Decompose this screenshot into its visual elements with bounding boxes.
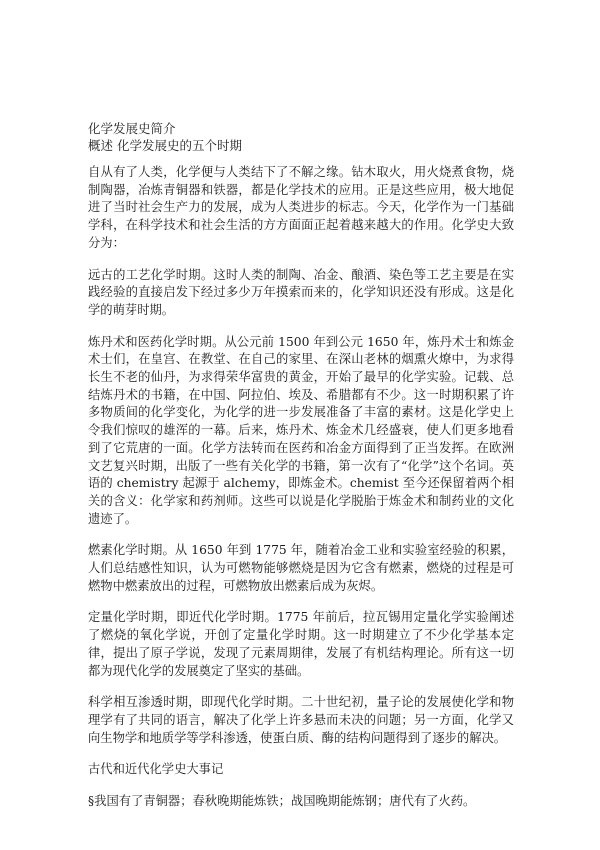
document-title: 化学发展史简介 [88, 121, 176, 136]
section-heading-chronicle: 古代和近代化学史大事记 [88, 762, 224, 777]
paragraph-intro: 自从有了人类，化学便与人类结下了不解之缘。钻木取火，用火烧煮食物，烧制陶器，冶炼青铜器和铁器，都是化学技术的应用。正是这些应用，极大地促进了当时社会生产力的发展，成为人类进步的标志。今天，化学作为一门基础学科，在科学技术和社会生活的方方面面正起着越来越大的作用。化学史大致分为： [88, 165, 514, 250]
paragraph-alchemy-period: 炼丹术和医药化学时期。从公元前 1500 年到公元 1650 年，炼丹术士和炼金术士们，在皇宫、在教堂、在自己的家里、在深山老林的烟熏火燎中，为求得长生不老的仙丹，为求得荣华富贵的黄金，开始了最早的化学实验。记载、总结炼丹术的书籍，在中国、阿拉伯、埃及、希腊都有不少。这一时期积累了许多物质间的化学变化，为化学的进一步发展准备了丰富的素材。这是化学史上令我们惊叹的雄浑的一幕。后来，炼丹术、炼金术几经盛衰，使人们更多地看到了它荒唐的一面。化学方法转而在医药和冶金方面得到了正当发挥。在欧洲文艺复兴时期，出版了一些有关化学的书籍，第一次有了“化学”这个名词。英语的 chemistry 起源于 alchemy，即炼金术。chemist 至今还保留着两个相关的含义：化学家和药剂师。这些可以说是化学脱胎于炼金术和制药业的文化遗迹了。 [88, 334, 514, 526]
paragraph-quantitative-period: 定量化学时期，即近代化学时期。1775 年前后，拉瓦锡用定量化学实验阐述了燃烧的氧化学说，开创了定量化学时期。这一时期建立了不少化学基本定律，提出了原子学说，发现了元素周期律，发展了有机结构理论。所有这一切都为现代化学的发展奠定了坚实的基础。 [88, 610, 514, 678]
document-subtitle: 概述 化学发展史的五个时期 [88, 138, 242, 153]
paragraph-phlogiston-period: 燃素化学时期。从 1650 年到 1775 年，随着冶金工业和实验室经验的积累，人们总结感性知识，认为可燃物能够燃烧是因为它含有燃素，燃烧的过程是可燃物中燃素放出的过程，可燃物放出燃素后成为灰烬。 [88, 543, 514, 593]
chronicle-item: §我国有了青铜器；春秋晚期能炼铁；战国晚期能炼钢；唐代有了火药。 [88, 794, 476, 809]
paragraph-ancient-craft-period: 远古的工艺化学时期。这时人类的制陶、冶金、酿酒、染色等工艺主要是在实践经验的直接启发下经过多少万年摸索而来的，化学知识还没有形成。这是化学的萌芽时期。 [88, 267, 514, 317]
paragraph-modern-period: 科学相互渗透时期，即现代化学时期。二十世纪初，量子论的发展使化学和物理学有了共同的语言，解决了化学上许多悬而未决的问题；另一方面，化学又向生物学和地质学等学科渗透，使蛋白质、酶的结构问题得到了逐步的解决。 [88, 695, 514, 745]
document-body [88, 120, 514, 811]
